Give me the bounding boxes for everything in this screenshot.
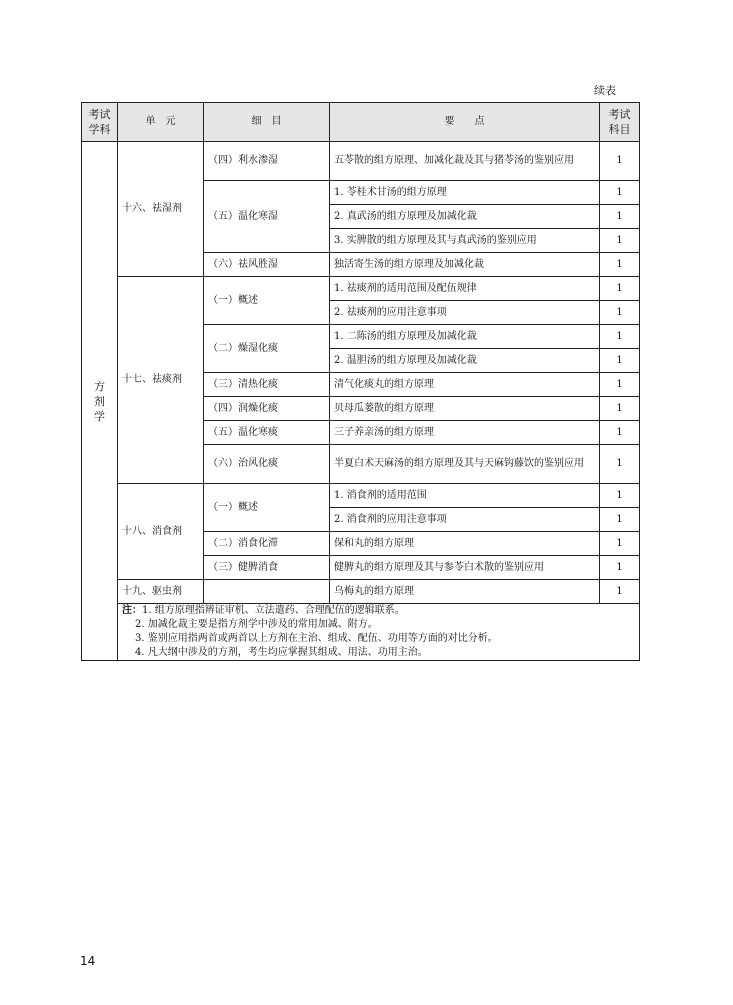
- key-point-cell: 三子养亲汤的组方原理: [330, 421, 600, 445]
- header-row: [82, 103, 640, 142]
- key-point-cell: 1. 二陈汤的组方原理及加减化裁: [330, 325, 600, 349]
- note-text: 3. 鉴别应用指两首或两首以上方剂在主治、组成、配伍、功用等方面的对比分析。: [135, 633, 498, 644]
- detail-cell: （四）利水渗湿: [204, 142, 330, 181]
- key-point-cell: 保和丸的组方原理: [330, 532, 600, 556]
- header-subject: [82, 103, 118, 142]
- key-point-cell: 1. 苓桂术甘汤的组方原理: [330, 181, 600, 205]
- subject-char: 学: [94, 409, 105, 423]
- header-subject-text: 考试 学科: [88, 108, 111, 136]
- unit-cell: 十八、消食剂: [118, 484, 204, 580]
- unit-cell: 十九、驱虫剂: [118, 580, 204, 604]
- key-point-cell: 2. 祛痰剂的应用注意事项: [330, 301, 600, 325]
- notes-row: [82, 604, 640, 661]
- score-cell: 1: [600, 532, 640, 556]
- key-point-cell: 2. 消食剂的应用注意事项: [330, 508, 600, 532]
- key-point-cell: 2. 温胆汤的组方原理及加减化裁: [330, 349, 600, 373]
- detail-cell: （二）消食化滞: [204, 532, 330, 556]
- key-point-cell: 健脾丸的组方原理及其与参苓白术散的鉴别应用: [330, 556, 600, 580]
- detail-cell: （五）温化寒痰: [204, 421, 330, 445]
- key-point-cell: 贝母瓜蒌散的组方原理: [330, 397, 600, 421]
- header-detail: 细 目: [204, 103, 330, 142]
- score-cell: 1: [600, 349, 640, 373]
- table-row: [82, 580, 640, 604]
- key-point-cell: 1. 消食剂的适用范围: [330, 484, 600, 508]
- detail-cell: （一）概述: [204, 484, 330, 532]
- detail-cell: [204, 580, 330, 604]
- score-cell: 1: [600, 181, 640, 205]
- table-row: [82, 277, 640, 301]
- key-point-cell: 乌梅丸的组方原理: [330, 580, 600, 604]
- notes-cell: [118, 604, 640, 661]
- note-line: [122, 632, 635, 646]
- key-point-cell: 3. 实脾散的组方原理及其与真武汤的鉴别应用: [330, 229, 600, 253]
- detail-cell: （四）润燥化痰: [204, 397, 330, 421]
- score-cell: 1: [600, 229, 640, 253]
- note-line: [122, 604, 635, 618]
- score-cell: 1: [600, 277, 640, 301]
- note-line: [122, 618, 635, 632]
- header-key-points: 要 点: [330, 103, 600, 142]
- continued-label: 续表: [594, 84, 616, 97]
- score-cell: 1: [600, 205, 640, 229]
- score-cell: 1: [600, 421, 640, 445]
- score-cell: 1: [600, 142, 640, 181]
- detail-cell: （一）概述: [204, 277, 330, 325]
- unit-cell: 十七、祛痰剂: [118, 277, 204, 484]
- detail-cell: （六）治风化痰: [204, 445, 330, 484]
- score-cell: 1: [600, 397, 640, 421]
- detail-cell: （三）健脾消食: [204, 556, 330, 580]
- notes-prefix: 注：: [122, 605, 142, 616]
- subject-cell: [82, 142, 118, 661]
- note-text: 2. 加减化裁主要是指方剂学中涉及的常用加减、附方。: [135, 619, 378, 630]
- subject-char: 方: [94, 379, 105, 393]
- detail-cell: （三）清热化痰: [204, 373, 330, 397]
- unit-cell: 十六、祛湿剂: [118, 142, 204, 277]
- key-point-cell: 半夏白术天麻汤的组方原理及其与天麻钩藤饮的鉴别应用: [330, 445, 600, 484]
- note-text: 1. 组方原理指辨证审机、立法遣药、合理配伍的逻辑联系。: [142, 605, 405, 616]
- header-score-text: 考试 科目: [608, 108, 631, 136]
- subject-char: 剂: [94, 394, 105, 408]
- page-number: 14: [80, 954, 96, 968]
- score-cell: 1: [600, 301, 640, 325]
- table-row: [82, 484, 640, 508]
- detail-cell: （二）燥湿化痰: [204, 325, 330, 373]
- key-point-cell: 独活寄生汤的组方原理及加减化裁: [330, 253, 600, 277]
- score-cell: 1: [600, 325, 640, 349]
- note-text: 4. 凡大纲中涉及的方剂，考生均应掌握其组成、用法、功用主治。: [135, 647, 428, 658]
- note-line: [122, 646, 635, 660]
- key-point-cell: 五苓散的组方原理、加减化裁及其与猪苓汤的鉴别应用: [330, 142, 600, 181]
- score-cell: 1: [600, 373, 640, 397]
- detail-cell: （五）温化寒湿: [204, 181, 330, 253]
- detail-cell: （六）祛风胜湿: [204, 253, 330, 277]
- score-cell: 1: [600, 556, 640, 580]
- table-row: [82, 142, 640, 181]
- key-point-cell: 清气化痰丸的组方原理: [330, 373, 600, 397]
- table-body: [82, 142, 640, 661]
- syllabus-table: [81, 102, 640, 661]
- score-cell: 1: [600, 484, 640, 508]
- score-cell: 1: [600, 445, 640, 484]
- key-point-cell: 1. 祛痰剂的适用范围及配伍规律: [330, 277, 600, 301]
- header-score: [600, 103, 640, 142]
- key-point-cell: 2. 真武汤的组方原理及加减化裁: [330, 205, 600, 229]
- score-cell: 1: [600, 253, 640, 277]
- score-cell: 1: [600, 508, 640, 532]
- score-cell: 1: [600, 580, 640, 604]
- header-unit: 单 元: [118, 103, 204, 142]
